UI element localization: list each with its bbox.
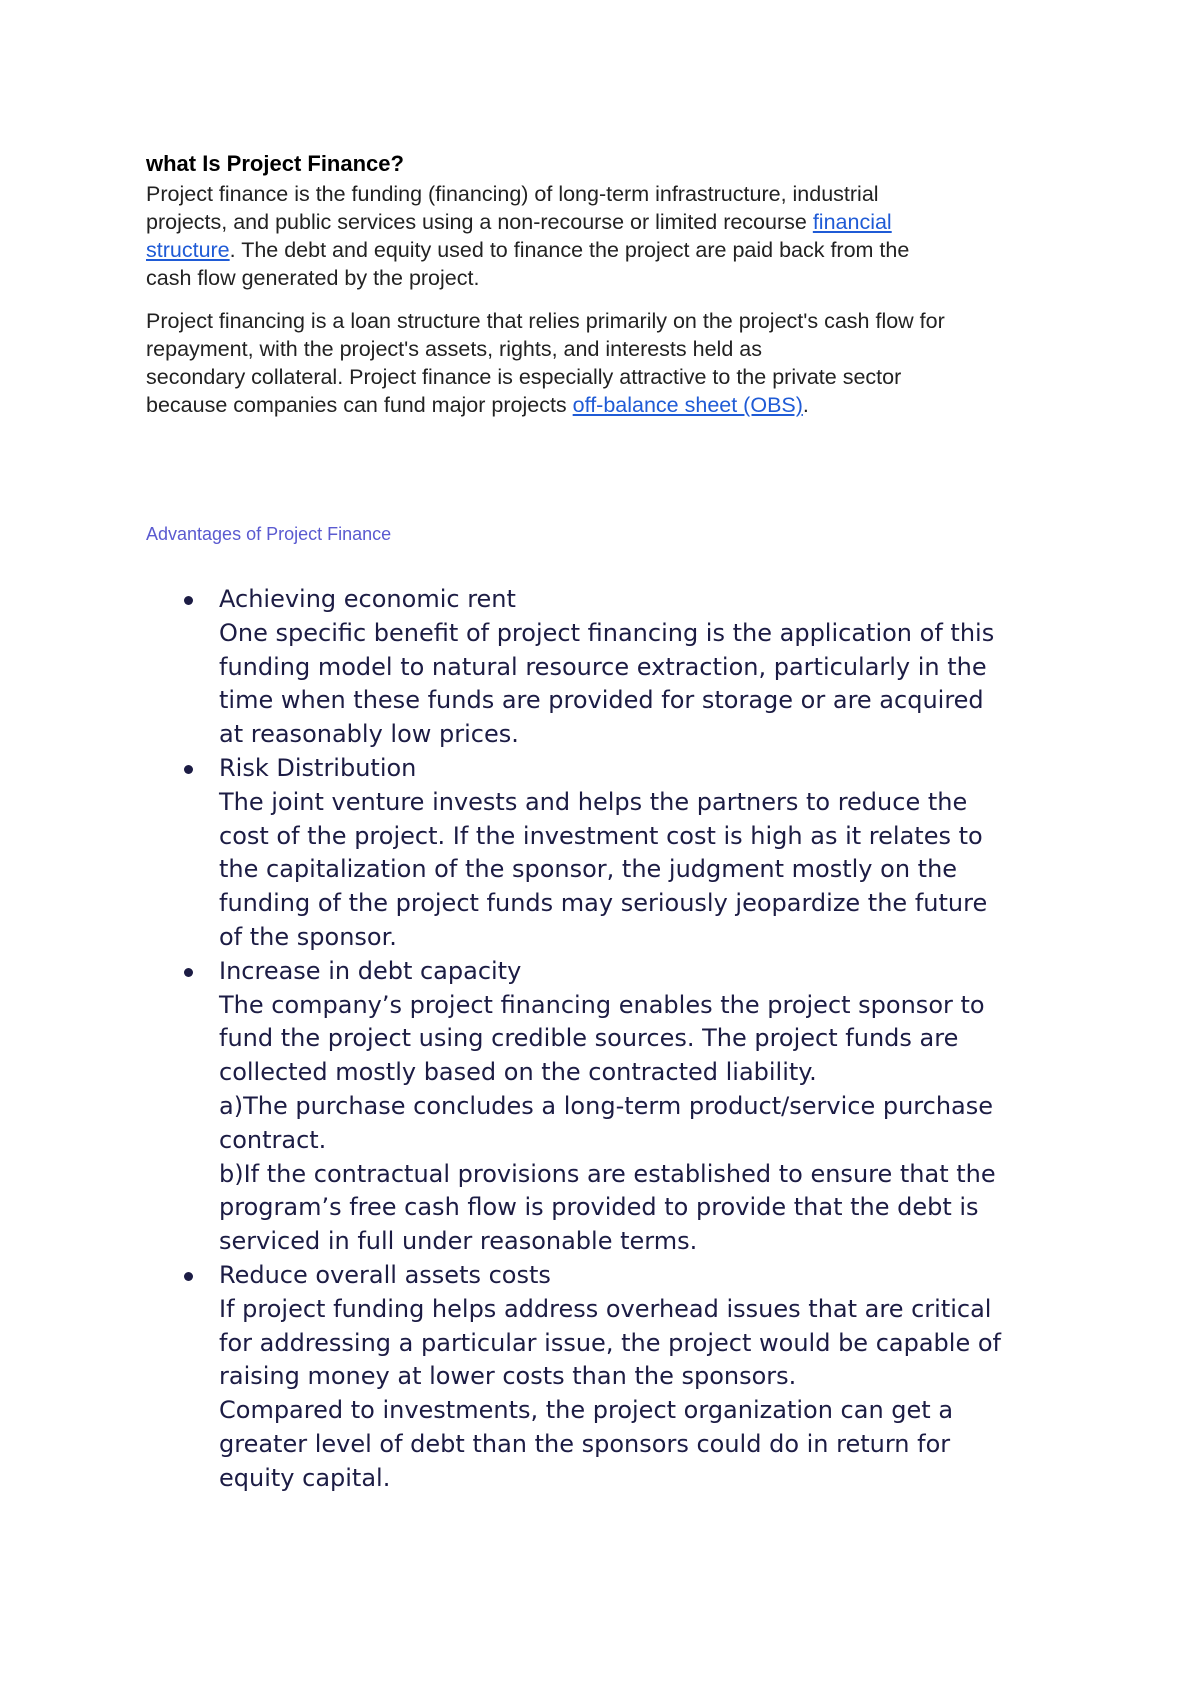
advantage-item: [146, 583, 1076, 752]
advantage-text: If project funding helps address overhead issues that are critical: [219, 1294, 992, 1323]
paragraph-text: . The debt and equity used to finance the project are paid back from the: [229, 238, 910, 262]
advantage-text: b)If the contractual provisions are established to ensure that the: [219, 1159, 996, 1188]
advantage-text: greater level of debt than the sponsors could do in return for: [219, 1429, 951, 1458]
bullet-icon: [184, 596, 193, 605]
advantage-text: at reasonably low prices.: [219, 720, 519, 749]
advantage-text: for addressing a particular issue, the project would be capable of: [219, 1328, 1001, 1357]
advantage-text: a)The purchase concludes a long-term product/service purchase: [219, 1091, 994, 1120]
advantage-item: [146, 1259, 1076, 1496]
inline-link[interactable]: off-balance sheet (OBS): [572, 393, 803, 417]
bullet-icon: [184, 968, 193, 977]
advantage-title: Risk Distribution: [219, 753, 417, 782]
document-content: [146, 148, 1076, 1496]
advantage-text: raising money at lower costs than the sponsors.: [219, 1362, 797, 1391]
intro-paragraph: [146, 307, 1076, 419]
advantage-text: funding model to natural resource extraction, particularly in the: [219, 652, 987, 681]
advantage-title: Achieving economic rent: [219, 585, 516, 613]
document-title: what Is Project Finance?: [146, 151, 404, 176]
paragraph-text: Project finance is the funding (financing) of long-term infrastructure, industrial: [146, 182, 879, 206]
advantage-text: One specific benefit of project financing is the application of this: [219, 618, 995, 647]
advantage-text: of the sponsor.: [219, 922, 397, 951]
paragraph-text: Project financing is a loan structure that relies primarily on the project's cash flow for: [146, 309, 945, 333]
paragraph-text: secondary collateral. Project finance is especially attractive to the private sector: [146, 365, 902, 389]
advantage-title: Reduce overall assets costs: [219, 1260, 551, 1289]
paragraph-text: cash flow generated by the project.: [146, 266, 480, 290]
advantage-text: cost of the project. If the investment cost is high as it relates to: [219, 821, 983, 850]
advantage-text: serviced in full under reasonable terms.: [219, 1227, 698, 1256]
advantage-text: fund the project using credible sources. The project funds are: [219, 1024, 959, 1053]
advantage-text: contract.: [219, 1125, 327, 1154]
advantage-text: Compared to investments, the project organization can get a: [219, 1396, 954, 1425]
advantage-text: equity capital.: [219, 1463, 391, 1492]
advantage-title: Increase in debt capacity: [219, 956, 522, 985]
bullet-icon: [184, 1272, 193, 1281]
paragraph-text: projects, and public services using a non-recourse or limited recourse: [146, 210, 813, 234]
section-heading: Advantages of Project Finance: [146, 524, 392, 544]
advantage-text: program’s free cash flow is provided to provide that the debt is: [219, 1193, 979, 1222]
advantage-item: [146, 752, 1076, 955]
advantage-text: collected mostly based on the contracted liability.: [219, 1058, 817, 1087]
advantage-text: time when these funds are provided for storage or are acquired: [219, 686, 984, 715]
bullet-icon: [184, 765, 193, 774]
advantage-text: funding of the project funds may seriously jeopardize the future: [219, 889, 988, 918]
advantage-item: [146, 955, 1076, 1259]
advantage-text: the capitalization of the sponsor, the judgment mostly on the: [219, 855, 958, 884]
advantage-text: The company’s project financing enables the project sponsor to: [219, 990, 985, 1019]
advantage-text: The joint venture invests and helps the partners to reduce the: [219, 787, 968, 816]
intro-section: [146, 180, 1076, 419]
advantages-list: [146, 583, 1076, 1496]
intro-paragraph: [146, 180, 1076, 292]
inline-link[interactable]: structure: [146, 238, 230, 262]
inline-link[interactable]: financial: [812, 210, 892, 234]
paragraph-text: because companies can fund major projects: [146, 393, 573, 417]
paragraph-text: .: [802, 393, 809, 417]
paragraph-text: repayment, with the project's assets, rights, and interests held as: [146, 337, 762, 361]
